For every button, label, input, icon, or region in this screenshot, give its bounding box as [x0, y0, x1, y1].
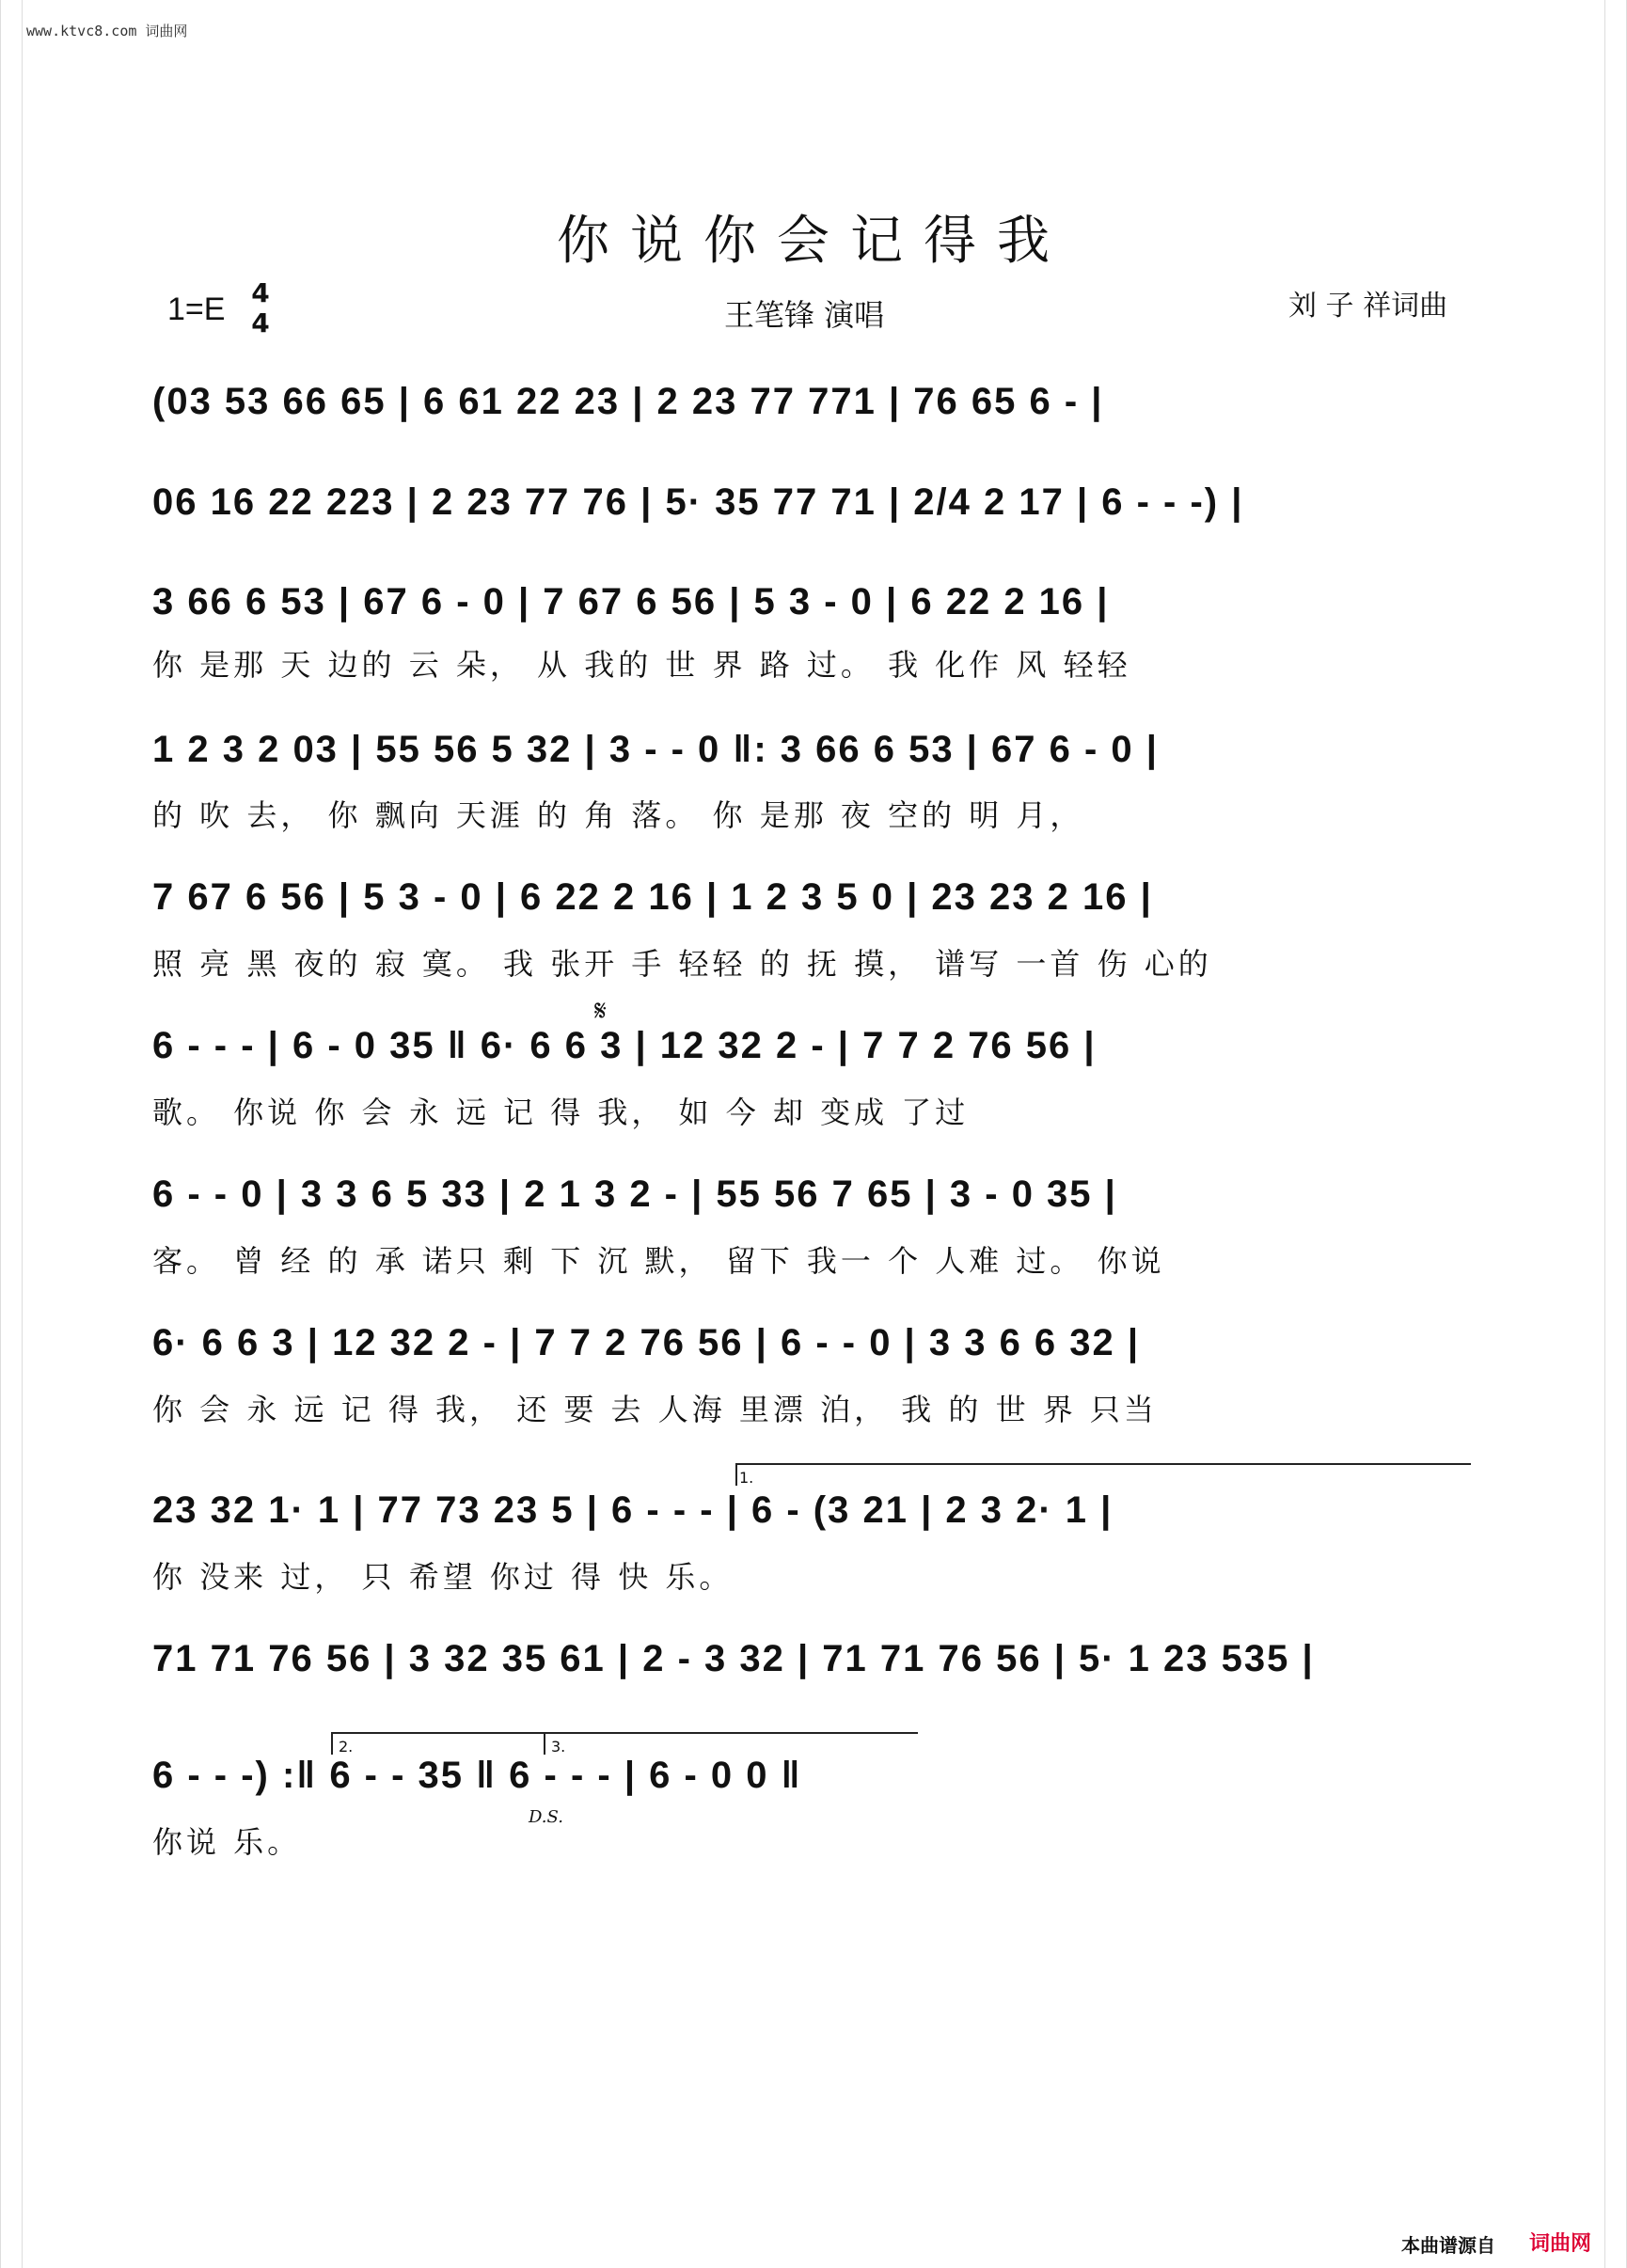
volta-bracket-3 [544, 1732, 918, 1755]
left-border-strip [0, 0, 23, 2268]
score-line-4-lyrics: 的 吹 去， 你 飘向 天涯 的 角 落。 你 是那 夜 空的 明 月， [152, 797, 1084, 833]
site-url: www.ktvc8.com 词曲网 [26, 23, 188, 39]
score-line-9-notes: 23 32 1· 1 | 77 73 23 5 | 6 - - - | 6 - (3 21 | 2 3 2· 1 | [152, 1489, 1114, 1531]
time-signature [246, 278, 275, 339]
score-line-11-notes: 6 - - -) :‖ 6 - - 35 ‖ 6 - - - | 6 - 0 0 ‖ [152, 1755, 802, 1796]
time-signature-top: 4 [251, 277, 270, 308]
score-line-10-notes: 71 71 76 56 | 3 32 35 61 | 2 - 3 32 | 71 71 76 56 | 5· 1 23 535 | [152, 1638, 1315, 1679]
score-line-4-notes: 1 2 3 2 03 | 55 56 5 32 | 3 - - 0 ‖: 3 66 6 53 | 67 6 - 0 | [152, 729, 1159, 770]
right-border-strip [1604, 0, 1627, 2268]
volta-bracket-1 [735, 1463, 1471, 1486]
score-line-8-lyrics: 你 会 永 远 记 得 我， 还 要 去 人海 里漂 泊， 我 的 世 界 只当 [152, 1392, 1158, 1427]
score-line-3-lyrics: 你 是那 天 边的 云 朵， 从 我的 世 界 路 过。 我 化作 风 轻轻 [152, 647, 1131, 683]
score-line-7-notes: 6 - - 0 | 3 3 6 5 33 | 2 1 3 2 - | 55 56 7 65 | 3 - 0 35 | [152, 1173, 1117, 1215]
footer-source-text: 本曲谱源自 [1401, 2234, 1495, 2257]
score-line-2-notes: 06 16 22 223 | 2 23 77 76 | 5· 35 77 71 | 2/4 2 17 | 6 - - -) | [152, 481, 1244, 523]
singer-credit: 王笔锋 演唱 [724, 297, 885, 333]
volta-label-1: 1. [739, 1469, 754, 1487]
score-line-5-lyrics: 照 亮 黑 夜的 寂 寞。 我 张开 手 轻轻 的 抚 摸， 谱写 一首 伤 心的 [152, 946, 1212, 982]
time-signature-bottom: 4 [251, 307, 270, 339]
composer-credit: 刘 子 祥词曲 [1288, 290, 1448, 323]
volta-label-3: 3. [551, 1738, 566, 1756]
score-line-8-notes: 6· 6 6 3 | 12 32 2 - | 7 7 2 76 56 | 6 - - 0 | 3 3 6 6 32 | [152, 1322, 1141, 1363]
volta-bracket-2 [331, 1732, 544, 1755]
score-line-11-lyrics: 你说 乐。 [152, 1824, 302, 1860]
score-line-6-lyrics: 歌。 你说 你 会 永 远 记 得 我， 如 今 却 变成 了过 [152, 1095, 970, 1130]
score-line-3-notes: 3 66 6 53 | 67 6 - 0 | 7 67 6 56 | 5 3 - 0 | 6 22 2 16 | [152, 581, 1110, 622]
score-line-9-lyrics: 你 没来 过， 只 希望 你过 得 快 乐。 [152, 1559, 734, 1595]
score-line-6-notes: 6 - - - | 6 - 0 35 ‖ 6· 6 6 3 | 12 32 2 - | 7 7 2 76 56 | [152, 1025, 1097, 1066]
footer-logo: 词曲网 [1528, 2232, 1591, 2256]
volta-label-2: 2. [339, 1738, 354, 1756]
song-title: 你说你会记得我 [557, 211, 1070, 272]
segno-sign: 𝄋 [594, 995, 607, 1028]
ds-mark: D.S. [529, 1807, 563, 1827]
key-signature: 1=E [167, 291, 226, 327]
score-line-1-notes: (03 53 66 65 | 6 61 22 23 | 2 23 77 771 | 76 65 6 - | [152, 381, 1104, 422]
score-line-7-lyrics: 客。 曾 经 的 承 诺只 剩 下 沉 默， 留下 我一 个 人难 过。 你说 [152, 1243, 1165, 1279]
score-line-5-notes: 7 67 6 56 | 5 3 - 0 | 6 22 2 16 | 1 2 3 5 0 | 23 23 2 16 | [152, 876, 1153, 918]
